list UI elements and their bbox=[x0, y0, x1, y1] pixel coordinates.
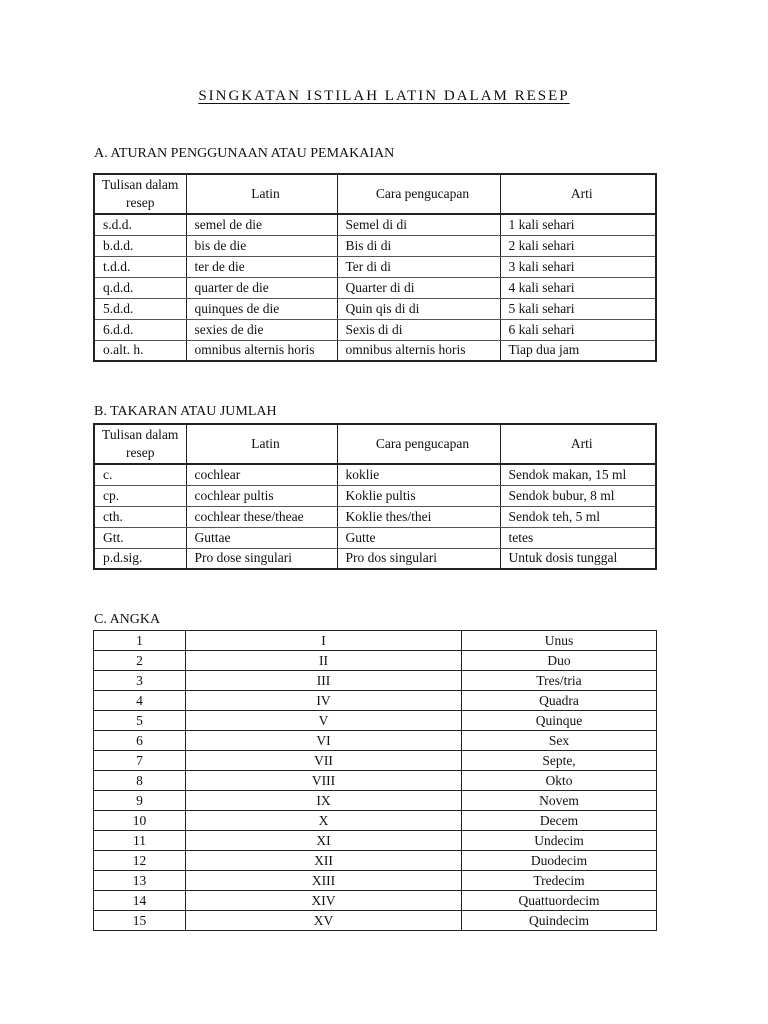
cell-pronunciation: Koklie pultis bbox=[337, 485, 500, 506]
cell-latin: cochlear pultis bbox=[186, 485, 337, 506]
cell-number: 7 bbox=[94, 751, 186, 771]
numbers-table-body bbox=[94, 631, 657, 931]
cell-number: 8 bbox=[94, 771, 186, 791]
cell-written: cth. bbox=[94, 506, 186, 527]
cell-number: 5 bbox=[94, 711, 186, 731]
header-pronunciation: Cara pengucapan bbox=[337, 174, 500, 214]
cell-latin-word: Tredecim bbox=[462, 871, 657, 891]
cell-latin-word: Duodecim bbox=[462, 851, 657, 871]
cell-roman: XIII bbox=[186, 871, 462, 891]
cell-latin-word: Unus bbox=[462, 631, 657, 651]
cell-written: b.d.d. bbox=[94, 235, 186, 256]
cell-latin: ter de die bbox=[186, 256, 337, 277]
cell-latin: quarter de die bbox=[186, 277, 337, 298]
cell-latin-word: Decem bbox=[462, 811, 657, 831]
cell-roman: XIV bbox=[186, 891, 462, 911]
table-row bbox=[94, 235, 656, 256]
header-meaning: Arti bbox=[500, 174, 656, 214]
cell-number: 10 bbox=[94, 811, 186, 831]
cell-written: Gtt. bbox=[94, 527, 186, 548]
table-row bbox=[94, 811, 657, 831]
cell-number: 11 bbox=[94, 831, 186, 851]
cell-pronunciation: Bis di di bbox=[337, 235, 500, 256]
cell-pronunciation: Ter di di bbox=[337, 256, 500, 277]
cell-roman: X bbox=[186, 811, 462, 831]
table-row bbox=[94, 485, 656, 506]
cell-pronunciation: Koklie thes/thei bbox=[337, 506, 500, 527]
table-header-row bbox=[94, 174, 656, 214]
cell-latin-word: Quindecim bbox=[462, 911, 657, 931]
cell-latin-word: Sex bbox=[462, 731, 657, 751]
cell-pronunciation: Quarter di di bbox=[337, 277, 500, 298]
section-a-heading: A. ATURAN PENGGUNAAN ATAU PEMAKAIAN bbox=[94, 146, 395, 161]
cell-pronunciation: Pro dos singulari bbox=[337, 548, 500, 569]
table-row bbox=[94, 731, 657, 751]
dosage-table-body bbox=[94, 464, 656, 569]
cell-number: 12 bbox=[94, 851, 186, 871]
section-c-heading: C. ANGKA bbox=[94, 612, 161, 627]
cell-roman: VII bbox=[186, 751, 462, 771]
cell-latin: cochlear bbox=[186, 464, 337, 485]
cell-written: s.d.d. bbox=[94, 214, 186, 235]
cell-latin: quinques de die bbox=[186, 298, 337, 319]
numbers-table bbox=[93, 630, 657, 931]
cell-latin-word: Undecim bbox=[462, 831, 657, 851]
cell-meaning: 2 kali sehari bbox=[500, 235, 656, 256]
cell-latin-word: Novem bbox=[462, 791, 657, 811]
table-row bbox=[94, 711, 657, 731]
cell-pronunciation: Sexis di di bbox=[337, 319, 500, 340]
cell-latin: sexies de die bbox=[186, 319, 337, 340]
cell-number: 14 bbox=[94, 891, 186, 911]
cell-latin-word: Tres/tria bbox=[462, 671, 657, 691]
cell-latin: Pro dose singulari bbox=[186, 548, 337, 569]
table-row bbox=[94, 340, 656, 361]
cell-latin: bis de die bbox=[186, 235, 337, 256]
cell-latin: cochlear these/theae bbox=[186, 506, 337, 527]
cell-written: t.d.d. bbox=[94, 256, 186, 277]
table-row bbox=[94, 548, 656, 569]
cell-latin-word: Quadra bbox=[462, 691, 657, 711]
cell-written: o.alt. h. bbox=[94, 340, 186, 361]
cell-latin-word: Quinque bbox=[462, 711, 657, 731]
cell-roman: III bbox=[186, 671, 462, 691]
cell-meaning: 5 kali sehari bbox=[500, 298, 656, 319]
cell-meaning: tetes bbox=[500, 527, 656, 548]
header-written-line1: Tulisan dalam bbox=[102, 177, 179, 192]
cell-meaning: 3 kali sehari bbox=[500, 256, 656, 277]
table-row bbox=[94, 871, 657, 891]
cell-roman: IX bbox=[186, 791, 462, 811]
table-row bbox=[94, 791, 657, 811]
cell-pronunciation: koklie bbox=[337, 464, 500, 485]
table-row bbox=[94, 891, 657, 911]
table-row bbox=[94, 751, 657, 771]
cell-latin-word: Duo bbox=[462, 651, 657, 671]
table-row bbox=[94, 527, 656, 548]
cell-written: q.d.d. bbox=[94, 277, 186, 298]
cell-pronunciation: Semel di di bbox=[337, 214, 500, 235]
cell-pronunciation: omnibus alternis horis bbox=[337, 340, 500, 361]
cell-number: 6 bbox=[94, 731, 186, 751]
cell-meaning: Untuk dosis tunggal bbox=[500, 548, 656, 569]
usage-table-body bbox=[94, 214, 656, 361]
cell-meaning: Sendok bubur, 8 ml bbox=[500, 485, 656, 506]
table-row bbox=[94, 771, 657, 791]
header-latin: Latin bbox=[186, 424, 337, 464]
header-written bbox=[94, 174, 186, 214]
cell-number: 13 bbox=[94, 871, 186, 891]
table-row bbox=[94, 298, 656, 319]
table-row bbox=[94, 631, 657, 651]
table-row bbox=[94, 831, 657, 851]
table-row bbox=[94, 651, 657, 671]
header-latin: Latin bbox=[186, 174, 337, 214]
cell-meaning: 6 kali sehari bbox=[500, 319, 656, 340]
cell-latin-word: Septe, bbox=[462, 751, 657, 771]
cell-written: cp. bbox=[94, 485, 186, 506]
cell-written: c. bbox=[94, 464, 186, 485]
cell-latin: semel de die bbox=[186, 214, 337, 235]
usage-table bbox=[93, 173, 657, 362]
table-header-row bbox=[94, 424, 656, 464]
cell-meaning: 4 kali sehari bbox=[500, 277, 656, 298]
cell-roman: I bbox=[186, 631, 462, 651]
table-row bbox=[94, 214, 656, 235]
cell-latin-word: Okto bbox=[462, 771, 657, 791]
header-written-line1: Tulisan dalam bbox=[102, 427, 179, 442]
cell-latin-word: Quattuordecim bbox=[462, 891, 657, 911]
cell-roman: IV bbox=[186, 691, 462, 711]
section-b-heading: B. TAKARAN ATAU JUMLAH bbox=[94, 404, 277, 419]
cell-meaning: 1 kali sehari bbox=[500, 214, 656, 235]
table-row bbox=[94, 319, 656, 340]
cell-roman: V bbox=[186, 711, 462, 731]
cell-written: 5.d.d. bbox=[94, 298, 186, 319]
cell-number: 4 bbox=[94, 691, 186, 711]
cell-roman: VI bbox=[186, 731, 462, 751]
cell-written: 6.d.d. bbox=[94, 319, 186, 340]
dosage-table bbox=[93, 423, 657, 570]
header-written-line2: resep bbox=[126, 195, 155, 210]
cell-roman: XV bbox=[186, 911, 462, 931]
cell-pronunciation: Gutte bbox=[337, 527, 500, 548]
page-title: SINGKATAN ISTILAH LATIN DALAM RESEP bbox=[198, 88, 570, 104]
table-row bbox=[94, 506, 656, 527]
table-row bbox=[94, 851, 657, 871]
cell-roman: VIII bbox=[186, 771, 462, 791]
header-meaning: Arti bbox=[500, 424, 656, 464]
table-row bbox=[94, 911, 657, 931]
cell-roman: XI bbox=[186, 831, 462, 851]
table-row bbox=[94, 277, 656, 298]
table-row bbox=[94, 464, 656, 485]
cell-latin: omnibus alternis horis bbox=[186, 340, 337, 361]
cell-pronunciation: Quin qis di di bbox=[337, 298, 500, 319]
cell-roman: II bbox=[186, 651, 462, 671]
cell-number: 2 bbox=[94, 651, 186, 671]
table-row bbox=[94, 671, 657, 691]
header-written bbox=[94, 424, 186, 464]
cell-meaning: Sendok makan, 15 ml bbox=[500, 464, 656, 485]
cell-meaning: Sendok teh, 5 ml bbox=[500, 506, 656, 527]
cell-written: p.d.sig. bbox=[94, 548, 186, 569]
cell-roman: XII bbox=[186, 851, 462, 871]
header-pronunciation: Cara pengucapan bbox=[337, 424, 500, 464]
cell-number: 1 bbox=[94, 631, 186, 651]
header-written-line2: resep bbox=[126, 445, 155, 460]
cell-meaning: Tiap dua jam bbox=[500, 340, 656, 361]
table-row bbox=[94, 256, 656, 277]
cell-number: 3 bbox=[94, 671, 186, 691]
cell-number: 15 bbox=[94, 911, 186, 931]
cell-number: 9 bbox=[94, 791, 186, 811]
table-row bbox=[94, 691, 657, 711]
cell-latin: Guttae bbox=[186, 527, 337, 548]
